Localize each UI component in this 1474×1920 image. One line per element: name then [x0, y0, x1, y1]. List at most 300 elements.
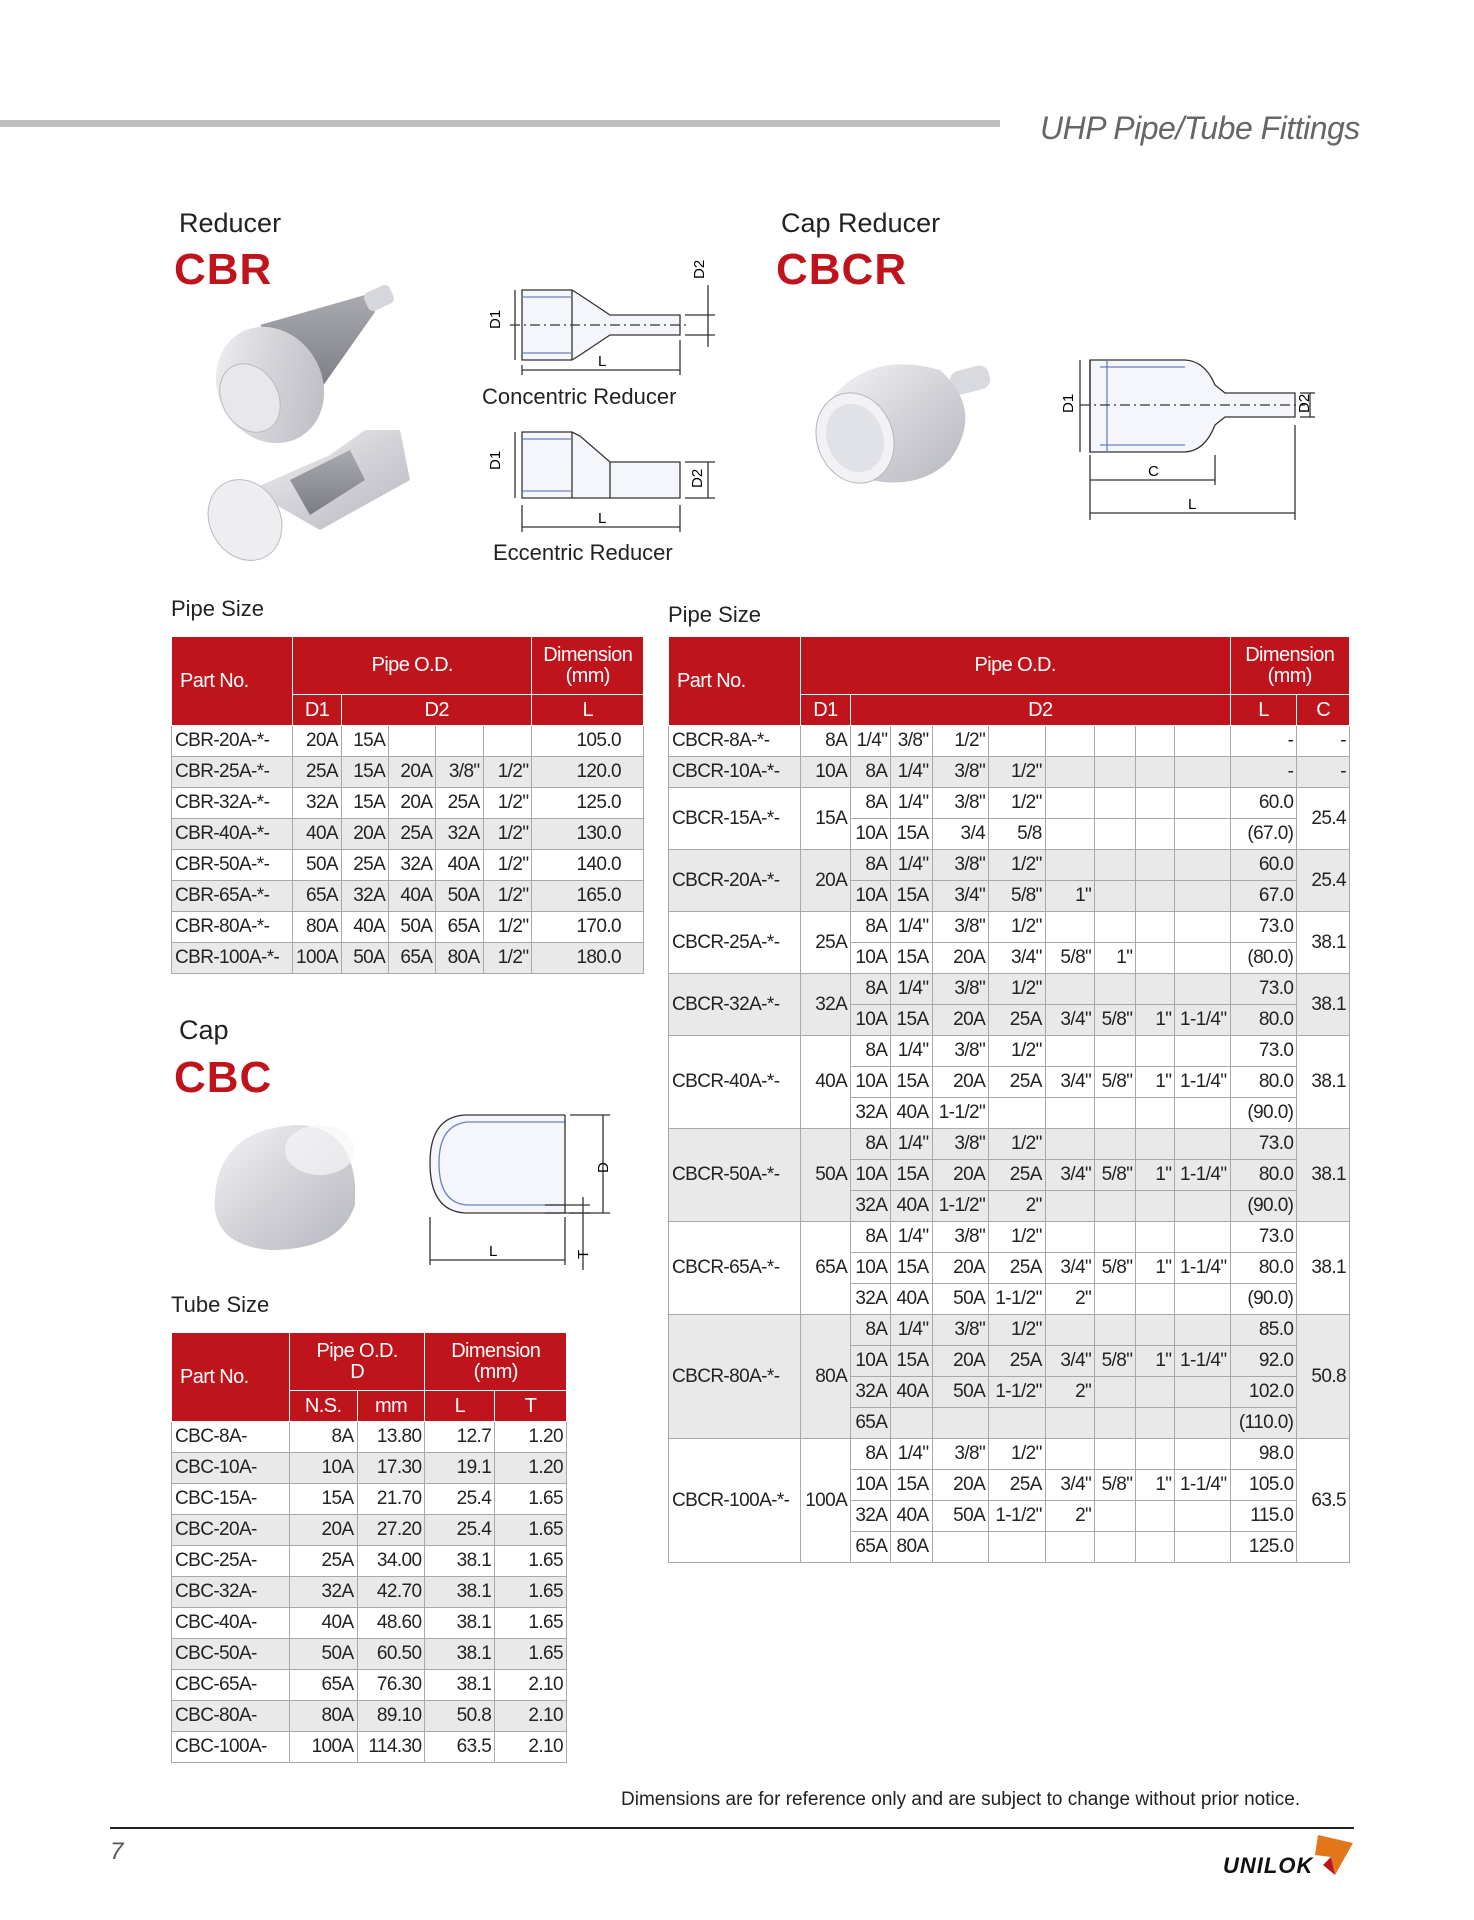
cap-l-label: L: [489, 1243, 498, 1260]
d2-cell: [989, 1408, 1046, 1439]
table-row: [172, 912, 644, 943]
l-cell: 60.0: [1230, 788, 1297, 819]
cbcr-header-l: L: [1230, 695, 1297, 726]
cap-reducer-l-label: L: [1188, 496, 1197, 513]
l-cell: 60.0: [1230, 850, 1297, 881]
cbc-header-t: T: [495, 1391, 567, 1422]
part-number-cell: CBR-100A-*-: [172, 943, 293, 974]
table-cell: 34.00: [357, 1546, 425, 1577]
d2-cell: 2": [1045, 1501, 1094, 1532]
d2-cell: [1136, 1532, 1175, 1563]
table-cell: 25.4: [425, 1515, 495, 1546]
c-cell: 38.1: [1297, 1036, 1350, 1129]
table-cell: 1.65: [495, 1639, 567, 1670]
d2-cell: 3/8": [932, 1129, 989, 1160]
table-cell: 19.1: [425, 1453, 495, 1484]
part-number-cell: CBR-50A-*-: [172, 850, 293, 881]
d2-cell: [1095, 881, 1136, 912]
cap-reducer-code: CBCR: [776, 245, 908, 294]
d2-cell: [1175, 943, 1230, 974]
d2-cell: [1045, 757, 1094, 788]
table-cell: 10A: [289, 1453, 357, 1484]
table-row: [172, 1422, 567, 1453]
d2-cell: [1175, 1532, 1230, 1563]
l-cell: 115.0: [1230, 1501, 1297, 1532]
part-number-cell: CBCR-8A-*-: [669, 726, 801, 757]
d2-cell: 32A: [851, 1284, 891, 1315]
table-cell: 25A: [389, 819, 436, 850]
part-number-cell: CBCR-25A-*-: [669, 912, 801, 974]
cap-reducer-label: Cap Reducer: [781, 208, 941, 238]
d2-cell: [1095, 1036, 1136, 1067]
table-cell: 1/2": [483, 788, 532, 819]
d2-cell: 32A: [851, 1098, 891, 1129]
d2-cell: 1/4": [891, 1439, 932, 1470]
d2-cell: [1175, 1036, 1230, 1067]
part-number-cell: CBC-32A-: [172, 1577, 290, 1608]
table-cell: 15A: [342, 788, 389, 819]
table-cell: 165.0: [532, 881, 644, 912]
d2-cell: 15A: [891, 1160, 932, 1191]
d2-cell: 3/4": [1045, 1253, 1094, 1284]
d2-cell: 3/8": [891, 726, 932, 757]
d2-cell: 1-1/2": [932, 1191, 989, 1222]
d2-cell: [1045, 1036, 1094, 1067]
table-cell: 20A: [389, 788, 436, 819]
d2-cell: [989, 1098, 1046, 1129]
l-cell: 98.0: [1230, 1439, 1297, 1470]
d2-cell: 3/4": [1045, 1346, 1094, 1377]
eccentric-l-label: L: [598, 510, 607, 527]
table-cell: 25.4: [425, 1484, 495, 1515]
d2-cell: 1/2": [989, 1129, 1046, 1160]
table-cell: 125.0: [532, 788, 644, 819]
d2-cell: 5/8: [989, 819, 1046, 850]
l-cell: 73.0: [1230, 1129, 1297, 1160]
cbc-header-pipe-od: Pipe O.D. D: [289, 1333, 425, 1391]
l-cell: (80.0): [1230, 943, 1297, 974]
reducer-label: Reducer: [179, 208, 282, 238]
d2-cell: [932, 1408, 989, 1439]
d2-cell: 8A: [851, 757, 891, 788]
d2-cell: 25A: [989, 1253, 1046, 1284]
d2-cell: 10A: [851, 819, 891, 850]
cbcr-header-dimension: Dimension (mm): [1230, 637, 1350, 695]
table-cell: 40A: [289, 1608, 357, 1639]
table-cell: 2.10: [495, 1732, 567, 1763]
table-cell: 40A: [342, 912, 389, 943]
d2-cell: [1175, 788, 1230, 819]
table-cell: 25A: [293, 757, 342, 788]
d2-cell: 1-1/2": [989, 1377, 1046, 1408]
d2-cell: 1": [1136, 1253, 1175, 1284]
d2-cell: [1095, 1315, 1136, 1346]
table-cell: 1.20: [495, 1453, 567, 1484]
table-cell: 15A: [342, 757, 389, 788]
table-row: [172, 726, 644, 757]
d2-cell: 3/8": [932, 850, 989, 881]
disclaimer-note: Dimensions are for reference only and are subject to change without prior notice.: [621, 1789, 1301, 1810]
d2-cell: [1175, 912, 1230, 943]
concentric-reducer-drawing: [480, 255, 720, 385]
table-cell: [436, 726, 483, 757]
eccentric-reducer-caption: Eccentric Reducer: [493, 540, 673, 565]
d2-cell: 25A: [989, 1067, 1046, 1098]
page-number: 7: [110, 1838, 124, 1865]
cbc-header-ns: N.S.: [289, 1391, 357, 1422]
table-cell: 1.65: [495, 1484, 567, 1515]
table-row: [669, 1315, 1350, 1346]
d2-cell: 5/8": [1095, 1160, 1136, 1191]
table-cell: 21.70: [357, 1484, 425, 1515]
table-row: [172, 850, 644, 881]
d2-cell: [1045, 1315, 1094, 1346]
table-cell: 76.30: [357, 1670, 425, 1701]
table-cell: 1.65: [495, 1608, 567, 1639]
d2-cell: 3/8": [932, 788, 989, 819]
l-cell: (90.0): [1230, 1098, 1297, 1129]
part-number-cell: CBC-8A-: [172, 1422, 290, 1453]
d2-cell: 3/8": [932, 757, 989, 788]
cbc-header-part-no: Part No.: [172, 1333, 290, 1422]
d2-cell: [1136, 1222, 1175, 1253]
part-number-cell: CBC-15A-: [172, 1484, 290, 1515]
d2-cell: 1/2": [989, 912, 1046, 943]
d2-cell: [1045, 912, 1094, 943]
table-cell: [483, 726, 532, 757]
table-cell: 2.10: [495, 1701, 567, 1732]
l-cell: (90.0): [1230, 1191, 1297, 1222]
d2-cell: 3/8": [932, 974, 989, 1005]
l-cell: 105.0: [1230, 1470, 1297, 1501]
d2-cell: 1": [1095, 943, 1136, 974]
d2-cell: 25A: [989, 1346, 1046, 1377]
cbcr-header-part-no: Part No.: [669, 637, 801, 726]
part-number-cell: CBR-25A-*-: [172, 757, 293, 788]
cap-label: Cap: [179, 1015, 229, 1045]
l-cell: -: [1230, 726, 1297, 757]
table-row: [172, 788, 644, 819]
eccentric-reducer-drawing: [480, 420, 720, 555]
table-row: [172, 1732, 567, 1763]
d2-cell: 5/8": [989, 881, 1046, 912]
c-cell: 38.1: [1297, 1129, 1350, 1222]
d2-cell: 1": [1136, 1160, 1175, 1191]
d2-cell: 1/2": [932, 726, 989, 757]
l-cell: 73.0: [1230, 1222, 1297, 1253]
table-cell: 1.65: [495, 1577, 567, 1608]
d2-cell: [1095, 757, 1136, 788]
d2-cell: [1095, 1501, 1136, 1532]
l-cell: 80.0: [1230, 1160, 1297, 1191]
table-row: [172, 1453, 567, 1484]
table-row: [172, 1546, 567, 1577]
table-cell: 2.10: [495, 1670, 567, 1701]
part-number-cell: CBR-80A-*-: [172, 912, 293, 943]
d2-cell: 1": [1136, 1470, 1175, 1501]
d2-cell: 1-1/4": [1175, 1470, 1230, 1501]
l-cell: 102.0: [1230, 1377, 1297, 1408]
d2-cell: 5/8": [1095, 1470, 1136, 1501]
table-row: [669, 912, 1350, 943]
l-cell: 73.0: [1230, 1036, 1297, 1067]
l-cell: (90.0): [1230, 1284, 1297, 1315]
d2-cell: 2": [989, 1191, 1046, 1222]
table-cell: 38.1: [425, 1608, 495, 1639]
table-cell: 65A: [293, 881, 342, 912]
d2-cell: [989, 726, 1046, 757]
table-cell: 80A: [293, 912, 342, 943]
table-row: [172, 1670, 567, 1701]
reducer-product-images: [200, 280, 440, 580]
table-cell: 50.8: [425, 1701, 495, 1732]
d2-cell: [1045, 850, 1094, 881]
d2-cell: [1136, 1036, 1175, 1067]
d2-cell: [1175, 1439, 1230, 1470]
d1-cell: 50A: [800, 1129, 850, 1222]
part-number-cell: CBC-50A-: [172, 1639, 290, 1670]
d2-cell: 5/8": [1095, 1253, 1136, 1284]
d2-cell: [1175, 850, 1230, 881]
table-cell: 105.0: [532, 726, 644, 757]
d2-cell: 40A: [891, 1501, 932, 1532]
d2-cell: [1136, 757, 1175, 788]
l-cell: 73.0: [1230, 912, 1297, 943]
c-cell: 38.1: [1297, 912, 1350, 974]
d2-cell: 1/4": [891, 850, 932, 881]
table-cell: 27.20: [357, 1515, 425, 1546]
d2-cell: [1136, 1191, 1175, 1222]
cbcr-header-d2: D2: [851, 695, 1230, 726]
d2-cell: 3/4: [932, 819, 989, 850]
table-row: [172, 819, 644, 850]
d2-cell: 20A: [932, 1005, 989, 1036]
header-rule: [0, 120, 1000, 127]
d2-cell: [1175, 1408, 1230, 1439]
d2-cell: 15A: [891, 943, 932, 974]
cbr-section-label: Pipe Size: [171, 596, 264, 621]
table-cell: 140.0: [532, 850, 644, 881]
d2-cell: [1136, 1315, 1175, 1346]
table-cell: [389, 726, 436, 757]
part-number-cell: CBCR-40A-*-: [669, 1036, 801, 1129]
table-cell: 180.0: [532, 943, 644, 974]
part-number-cell: CBC-65A-: [172, 1670, 290, 1701]
d2-cell: [1136, 912, 1175, 943]
table-cell: 130.0: [532, 819, 644, 850]
part-number-cell: CBR-32A-*-: [172, 788, 293, 819]
d2-cell: 10A: [851, 881, 891, 912]
cbr-header-d2: D2: [342, 695, 532, 726]
d2-cell: 5/8": [1095, 1067, 1136, 1098]
table-cell: 20A: [293, 726, 342, 757]
table-cell: 1/2": [483, 819, 532, 850]
table-cell: 13.80: [357, 1422, 425, 1453]
d2-cell: 1-1/2": [989, 1501, 1046, 1532]
d1-cell: 80A: [800, 1315, 850, 1439]
d2-cell: 15A: [891, 881, 932, 912]
table-cell: 32A: [293, 788, 342, 819]
part-number-cell: CBC-100A-: [172, 1732, 290, 1763]
d2-cell: [1095, 1129, 1136, 1160]
cbcr-header-c: C: [1297, 695, 1350, 726]
table-cell: 120.0: [532, 757, 644, 788]
c-cell: 63.5: [1297, 1439, 1350, 1563]
cbc-table: [171, 1332, 567, 1763]
table-cell: 1/2": [483, 850, 532, 881]
d1-cell: 25A: [800, 912, 850, 974]
page-header-title: UHP Pipe/Tube Fittings: [1040, 110, 1360, 146]
d1-cell: 8A: [800, 726, 850, 757]
d2-cell: 1-1/4": [1175, 1160, 1230, 1191]
c-cell: 50.8: [1297, 1315, 1350, 1439]
d2-cell: 8A: [851, 912, 891, 943]
d2-cell: 8A: [851, 1036, 891, 1067]
table-row: [669, 788, 1350, 819]
d2-cell: 8A: [851, 1439, 891, 1470]
table-cell: 40A: [293, 819, 342, 850]
cbr-header-d1: D1: [293, 695, 342, 726]
part-number-cell: CBR-20A-*-: [172, 726, 293, 757]
cbr-header-dimension: Dimension (mm): [532, 637, 644, 695]
d2-cell: 25A: [989, 1160, 1046, 1191]
d2-cell: [1175, 757, 1230, 788]
d2-cell: [1045, 1532, 1094, 1563]
d2-cell: [1175, 1129, 1230, 1160]
table-cell: 50A: [289, 1639, 357, 1670]
table-row: [172, 1701, 567, 1732]
d2-cell: 20A: [932, 1253, 989, 1284]
table-row: [172, 943, 644, 974]
d2-cell: 32A: [851, 1377, 891, 1408]
d2-cell: 3/8": [932, 1222, 989, 1253]
table-row: [669, 726, 1350, 757]
table-cell: 1.65: [495, 1546, 567, 1577]
d2-cell: 8A: [851, 1315, 891, 1346]
reducer-code: CBR: [174, 245, 273, 294]
d2-cell: 10A: [851, 1470, 891, 1501]
d2-cell: 1": [1136, 1005, 1175, 1036]
cbcr-header-pipe-od: Pipe O.D.: [800, 637, 1230, 695]
d2-cell: 15A: [891, 1253, 932, 1284]
table-cell: 50A: [293, 850, 342, 881]
cap-reducer-drawing: [1055, 355, 1315, 525]
table-cell: 1/2": [483, 757, 532, 788]
d1-cell: 10A: [800, 757, 850, 788]
part-number-cell: CBC-25A-: [172, 1546, 290, 1577]
table-cell: 65A: [289, 1670, 357, 1701]
d2-cell: [1136, 1098, 1175, 1129]
d2-cell: [1095, 1377, 1136, 1408]
table-cell: 40A: [389, 881, 436, 912]
d2-cell: 15A: [891, 1067, 932, 1098]
d2-cell: [1175, 819, 1230, 850]
unilok-logo: [1223, 1835, 1358, 1885]
table-cell: 100A: [289, 1732, 357, 1763]
part-number-cell: CBCR-80A-*-: [669, 1315, 801, 1439]
d2-cell: [891, 1408, 932, 1439]
cap-d-label: D: [595, 1162, 612, 1173]
d2-cell: 65A: [851, 1532, 891, 1563]
table-cell: 20A: [389, 757, 436, 788]
d2-cell: [1136, 1284, 1175, 1315]
d2-cell: [1175, 974, 1230, 1005]
c-cell: -: [1297, 726, 1350, 757]
d2-cell: [932, 1532, 989, 1563]
d2-cell: [1136, 1439, 1175, 1470]
part-number-cell: CBCR-15A-*-: [669, 788, 801, 850]
table-cell: 20A: [289, 1515, 357, 1546]
d2-cell: 40A: [891, 1377, 932, 1408]
part-number-cell: CBCR-100A-*-: [669, 1439, 801, 1563]
d2-cell: [1175, 726, 1230, 757]
d2-cell: [1136, 788, 1175, 819]
d2-cell: 1-1/4": [1175, 1005, 1230, 1036]
d2-cell: [1136, 819, 1175, 850]
d2-cell: 10A: [851, 1346, 891, 1377]
d2-cell: [1136, 881, 1175, 912]
part-number-cell: CBC-20A-: [172, 1515, 290, 1546]
d1-cell: 32A: [800, 974, 850, 1036]
d1-cell: 15A: [800, 788, 850, 850]
table-cell: 25A: [436, 788, 483, 819]
cbcr-section-label: Pipe Size: [668, 602, 761, 627]
d2-cell: 1": [1045, 881, 1094, 912]
d2-cell: 15A: [891, 1470, 932, 1501]
d2-cell: 8A: [851, 974, 891, 1005]
d2-cell: [1175, 881, 1230, 912]
table-cell: 3/8": [436, 757, 483, 788]
d2-cell: 20A: [932, 1160, 989, 1191]
d2-cell: [1175, 1315, 1230, 1346]
c-cell: 38.1: [1297, 974, 1350, 1036]
l-cell: 67.0: [1230, 881, 1297, 912]
d2-cell: 20A: [932, 1067, 989, 1098]
d1-cell: 40A: [800, 1036, 850, 1129]
table-cell: 63.5: [425, 1732, 495, 1763]
table-row: [669, 1222, 1350, 1253]
part-number-cell: CBCR-20A-*-: [669, 850, 801, 912]
part-number-cell: CBCR-32A-*-: [669, 974, 801, 1036]
d2-cell: 20A: [932, 943, 989, 974]
cap-t-label: T: [575, 1249, 592, 1259]
table-row: [172, 1484, 567, 1515]
d2-cell: 20A: [932, 1346, 989, 1377]
table-cell: 25A: [342, 850, 389, 881]
table-cell: 89.10: [357, 1701, 425, 1732]
cbc-header-l: L: [425, 1391, 495, 1422]
table-cell: 1/2": [483, 881, 532, 912]
d2-cell: 50A: [932, 1501, 989, 1532]
d2-cell: [1095, 1532, 1136, 1563]
table-row: [669, 1439, 1350, 1470]
d2-cell: 1": [1136, 1346, 1175, 1377]
d2-cell: 3/4": [1045, 1005, 1094, 1036]
cbcr-table: [668, 636, 1350, 1563]
d2-cell: 5/8": [1095, 1346, 1136, 1377]
d2-cell: 1/2": [989, 1222, 1046, 1253]
cbr-table: [171, 636, 644, 974]
l-cell: (110.0): [1230, 1408, 1297, 1439]
d2-cell: [1045, 726, 1094, 757]
d2-cell: 2": [1045, 1284, 1094, 1315]
d2-cell: 25A: [989, 1005, 1046, 1036]
table-cell: 8A: [289, 1422, 357, 1453]
d2-cell: 1/4": [891, 974, 932, 1005]
footer-rule: [110, 1827, 1354, 1829]
table-cell: 17.30: [357, 1453, 425, 1484]
d2-cell: [1175, 1501, 1230, 1532]
